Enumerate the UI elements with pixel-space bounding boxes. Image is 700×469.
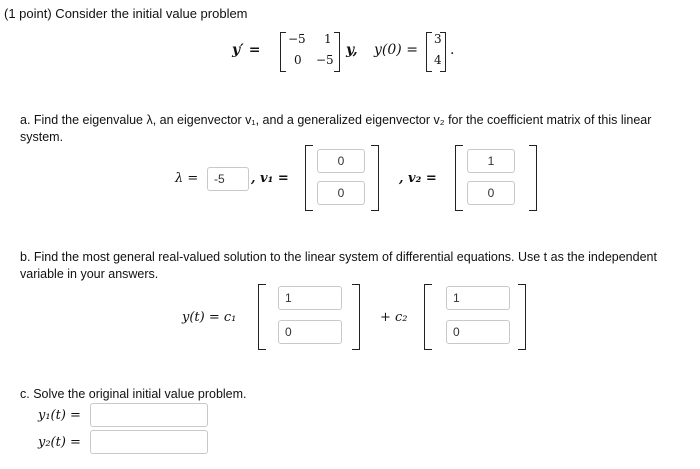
b-vec2-input-1[interactable]: 1 bbox=[446, 286, 510, 310]
init-vec-2: 4 bbox=[434, 53, 442, 67]
part-c-text: c. Solve the original initial value problem. bbox=[20, 387, 247, 401]
ivp-rhs-var: y, bbox=[346, 42, 358, 58]
lambda-label: λ = bbox=[175, 171, 199, 186]
part-a-text: a. Find the eigenvalue λ, an eigenvector v₁, and a generalized eigenvector v₂ for the coefficient matrix of this linear system. bbox=[20, 113, 652, 144]
v1-label: , v₁ = bbox=[251, 171, 289, 186]
v2-bracket-left bbox=[455, 145, 463, 211]
matrix-bracket-right bbox=[334, 32, 340, 72]
y1-input[interactable] bbox=[90, 403, 208, 427]
y2-input[interactable] bbox=[90, 430, 208, 454]
plus-c2: + c₂ bbox=[380, 310, 408, 325]
ivp-init-lhs: y(0) = bbox=[374, 42, 418, 58]
v2-label: , v₂ = bbox=[399, 171, 437, 186]
b-vec1-bracket-left bbox=[258, 284, 266, 350]
b-vec1-bracket-right bbox=[352, 284, 360, 350]
v2-bracket-right bbox=[529, 145, 537, 211]
part-a-answers bbox=[175, 145, 555, 213]
y1-label: y₁(t) = bbox=[38, 408, 81, 423]
init-bracket-right bbox=[440, 32, 446, 72]
general-solution-label: y(t) = c₁ bbox=[182, 310, 237, 325]
ivp-lhs: y′ = bbox=[232, 42, 261, 58]
matrix-a11: −5 bbox=[288, 32, 306, 46]
part-b-text: b. Find the most general real-valued solution to the linear system of differential equations. Use t as the independent variable in your answers. bbox=[20, 250, 657, 281]
problem-header: (1 point) Consider the initial value problem bbox=[4, 6, 248, 21]
b-vec1-input-1[interactable]: 1 bbox=[278, 286, 342, 310]
ivp-equation bbox=[232, 30, 472, 74]
matrix-bracket-left bbox=[280, 32, 286, 72]
lambda-input[interactable]: -5 bbox=[207, 167, 249, 191]
b-vec2-bracket-right bbox=[518, 284, 526, 350]
init-vec-1: 3 bbox=[434, 32, 442, 46]
matrix-a12: 1 bbox=[324, 32, 332, 46]
b-vec2-input-2[interactable]: 0 bbox=[446, 320, 510, 344]
ivp-period: . bbox=[450, 42, 455, 58]
b-vec2-bracket-left bbox=[424, 284, 432, 350]
matrix-a21: 0 bbox=[294, 53, 302, 67]
v1-input-1[interactable]: 0 bbox=[317, 149, 365, 173]
matrix-a22: −5 bbox=[316, 53, 334, 67]
b-vec1-input-2[interactable]: 0 bbox=[278, 320, 342, 344]
init-bracket-left bbox=[426, 32, 432, 72]
v1-bracket-right bbox=[371, 145, 379, 211]
v2-input-1[interactable]: 1 bbox=[467, 149, 515, 173]
part-b-answers bbox=[182, 284, 542, 352]
v2-input-2[interactable]: 0 bbox=[467, 181, 515, 205]
v1-bracket-left bbox=[305, 145, 313, 211]
v1-input-2[interactable]: 0 bbox=[317, 181, 365, 205]
y2-label: y₂(t) = bbox=[38, 435, 81, 450]
